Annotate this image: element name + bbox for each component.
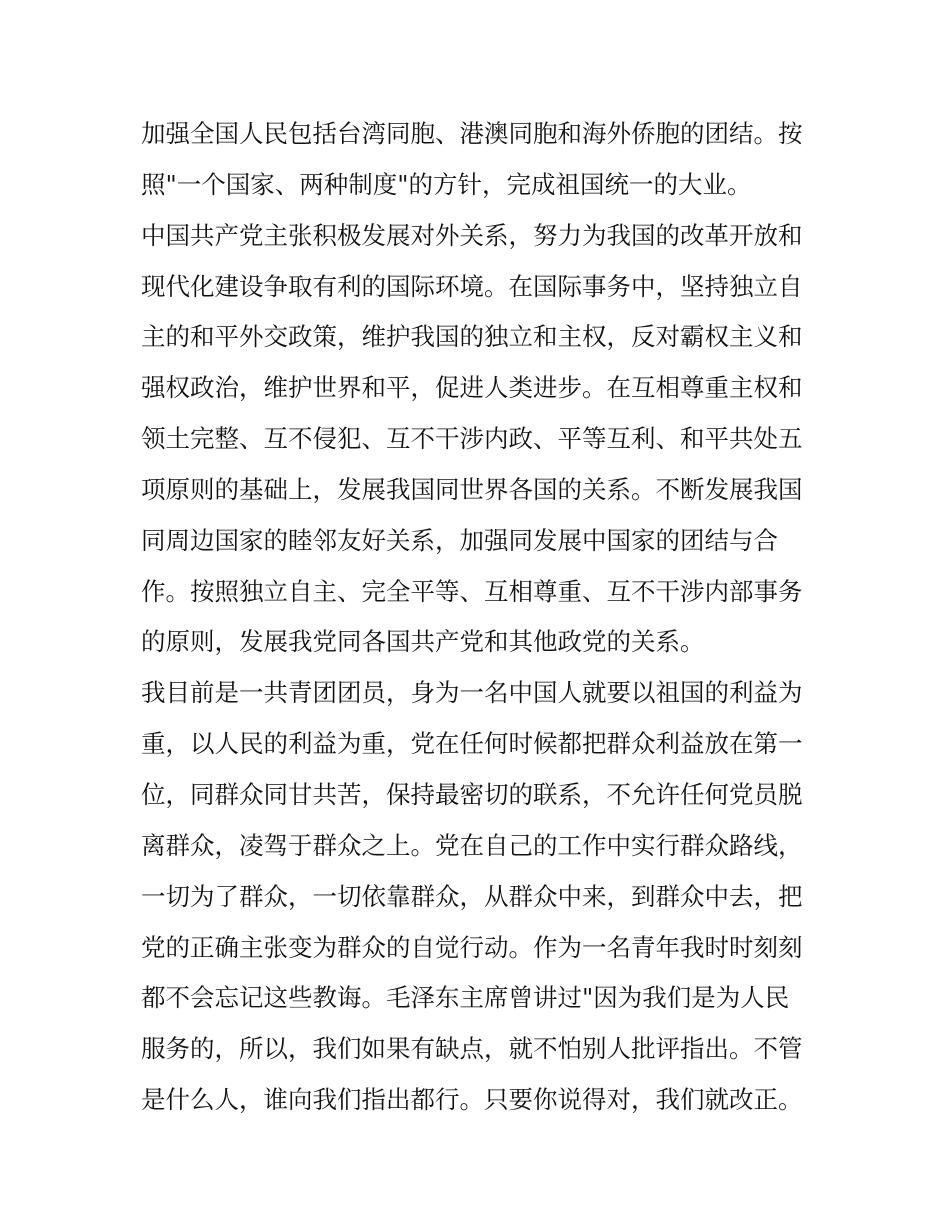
text-line: 强权政治，维护世界和平，促进人类进步。在互相尊重主权和: [141, 373, 803, 403]
text-line: 我目前是一共青团团员，身为一名中国人就要以祖国的利益为: [141, 678, 803, 708]
text-line: 主的和平外交政策，维护我国的独立和主权，反对霸权主义和: [141, 322, 803, 352]
text-line: 的原则，发展我党同各国共产党和其他政党的关系。: [141, 627, 705, 657]
text-line: 是什么人，谁向我们指出都行。只要你说得对，我们就改正。: [141, 1085, 803, 1115]
text-line: 领土完整、互不侵犯、互不干涉内政、平等互利、和平共处五: [141, 424, 803, 454]
text-line: 一切为了群众，一切依靠群众，从群众中来，到群众中去，把: [141, 881, 803, 911]
text-line: 重，以人民的利益为重，党在任何时候都把群众利益放在第一: [141, 729, 803, 759]
text-line: 照"一个国家、两种制度"的方针，完成祖国统一的大业。: [141, 169, 752, 199]
text-line: 服务的，所以，我们如果有缺点，就不怕别人批评指出。不管: [141, 1034, 803, 1064]
text-line: 现代化建设争取有利的国际环境。在国际事务中，坚持独立自: [141, 271, 803, 301]
text-line: 位，同群众同甘共苦，保持最密切的联系，不允许任何党员脱: [141, 779, 803, 809]
text-line: 作。按照独立自主、完全平等、互相尊重、互不干涉内部事务: [141, 576, 803, 606]
text-line: 党的正确主张变为群众的自觉行动。作为一名青年我时时刻刻: [141, 932, 803, 962]
text-line: 项原则的基础上，发展我国同世界各国的关系。不断发展我国: [141, 474, 803, 504]
text-line: 离群众，凌驾于群众之上。党在自己的工作中实行群众路线，: [141, 830, 803, 860]
text-line: 加强全国人民包括台湾同胞、港澳同胞和海外侨胞的团结。按: [141, 119, 803, 148]
text-line: 同周边国家的睦邻友好关系，加强同发展中国家的团结与合: [141, 525, 778, 555]
text-line: 中国共产党主张积极发展对外关系，努力为我国的改革开放和: [141, 220, 803, 250]
text-line: 都不会忘记这些教诲。毛泽东主席曾讲过"因为我们是为人民: [141, 983, 790, 1013]
document-body: [141, 109, 821, 1126]
